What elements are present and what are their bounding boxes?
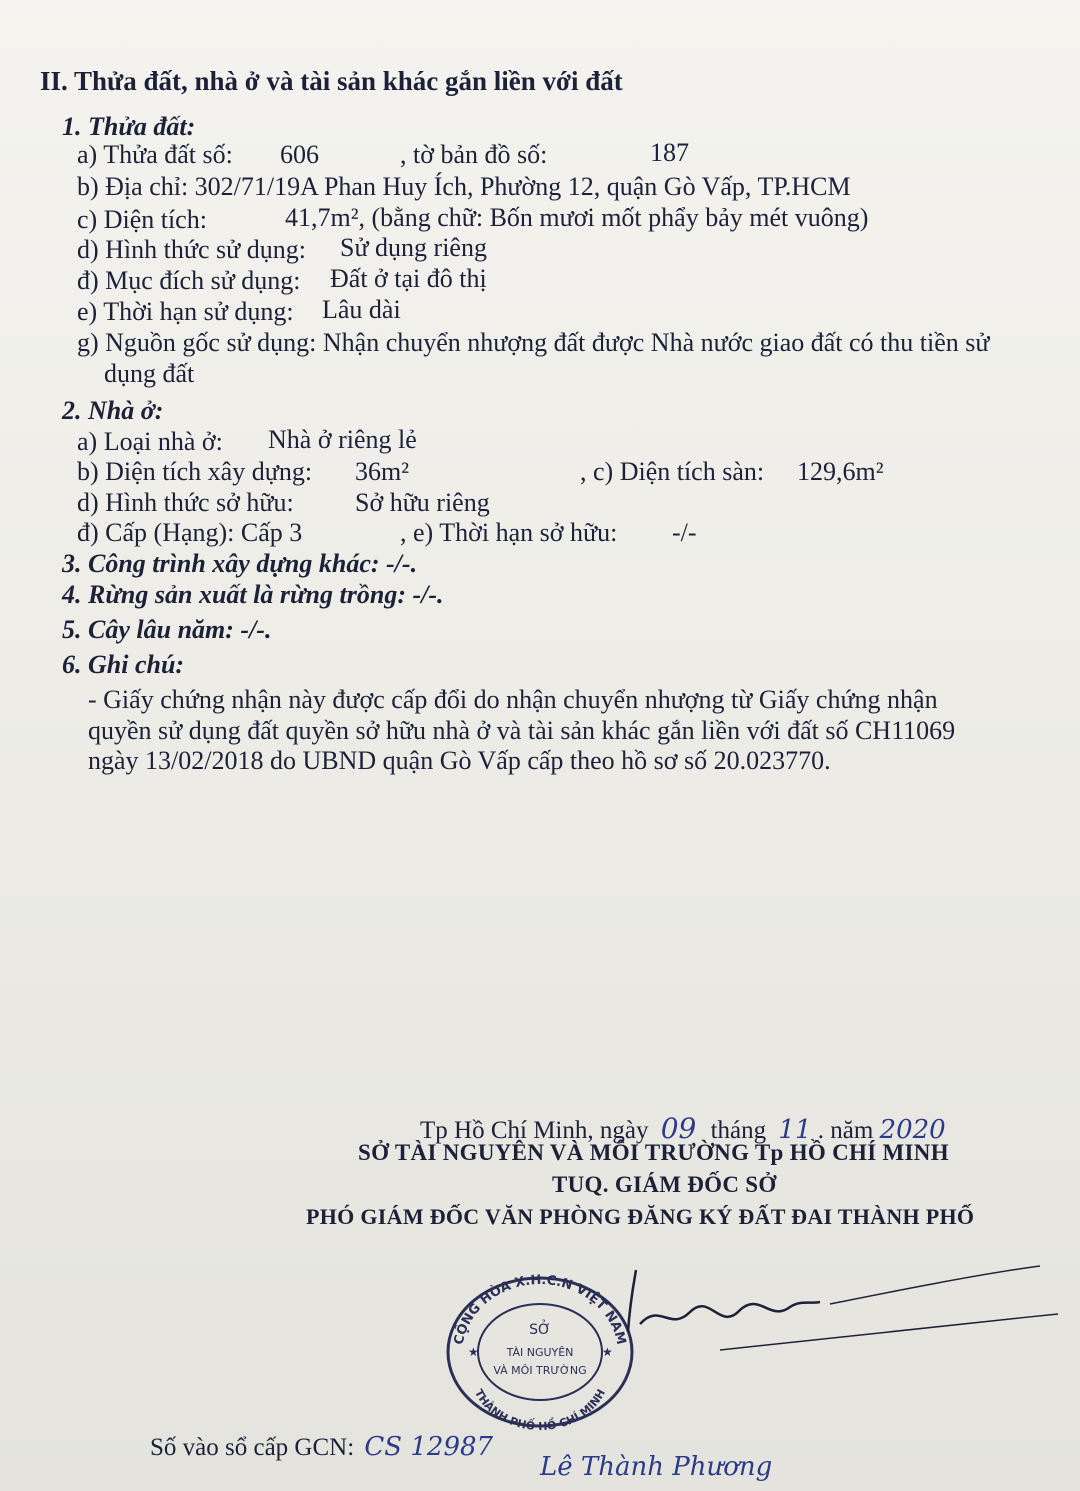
date-year: 2020 — [879, 1115, 946, 1145]
ownership-value: Sở hữu riêng — [355, 488, 490, 517]
seal-bottom-text: THÀNH PHỐ HỒ CHÍ MINH — [472, 1387, 609, 1432]
role-1: TUQ. GIÁM ĐỐC SỞ — [552, 1172, 777, 1197]
note-line-3: ngày 13/02/2018 do UBND quận Gò Vấp cấp theo hồ sơ số 20.023770. — [88, 746, 831, 775]
origin-line-2: dụng đất — [104, 359, 195, 388]
seal-center-3: VÀ MÔI TRƯỜNG — [493, 1364, 587, 1377]
registry-value: CS 12987 — [364, 1432, 494, 1462]
signature-scribble — [600, 1262, 1060, 1352]
other-structures: 3. Công trình xây dựng khác: -/-. — [62, 549, 418, 578]
term-value: Lâu dài — [322, 295, 401, 324]
perennial-trees: 5. Cây lâu năm: -/-. — [62, 615, 272, 644]
ownership-label: d) Hình thức sở hữu: — [77, 488, 294, 517]
purpose-label: đ) Mục đích sử dụng: — [77, 266, 301, 295]
origin-line-1: g) Nguồn gốc sử dụng: Nhận chuyển nhượng đất được Nhà nước giao đất có thu tiền sử — [77, 328, 990, 357]
use-form-label: d) Hình thức sử dụng: — [77, 235, 306, 264]
parcel-label: a) Thửa đất số: — [77, 140, 233, 169]
section-heading: II. Thửa đất, nhà ở và tài sản khác gắn liền với đất — [40, 66, 623, 96]
seal-center-2: TÀI NGUYÊN — [506, 1346, 574, 1359]
map-label: , tờ bản đồ số: — [400, 140, 548, 169]
purpose-value: Đất ở tại đô thị — [330, 264, 487, 293]
date-month: 11 — [778, 1115, 812, 1145]
build-area-value: 36m² — [355, 457, 410, 486]
term-label: e) Thời hạn sử dụng: — [77, 297, 294, 326]
house-type-label: a) Loại nhà ở: — [77, 427, 223, 456]
seal-star-left-icon: ★ — [468, 1345, 479, 1359]
parcel-number: 606 — [280, 140, 319, 169]
month-label: tháng — [710, 1117, 767, 1144]
svg-text:THÀNH PHỐ HỒ CHÍ MINH — [472, 1387, 608, 1432]
note-line-2: quyền sử dụng đất quyền sở hữu nhà ở và tài sản khác gắn liền với đất số CH11069 — [88, 716, 956, 745]
build-area-label: b) Diện tích xây dựng: — [77, 457, 313, 486]
own-term-value: -/- — [672, 518, 697, 547]
house-type-value: Nhà ở riêng lẻ — [268, 425, 417, 454]
floor-area-value: 129,6m² — [797, 457, 884, 486]
planted-forest: 4. Rừng sản xuất là rừng trồng: -/-. — [62, 580, 444, 609]
place-prefix: Tp Hồ Chí Minh, ngày — [420, 1117, 649, 1144]
land-title: 1. Thửa đất: — [62, 112, 196, 141]
notes-title: 6. Ghi chú: — [62, 650, 185, 679]
area-label: c) Diện tích: — [77, 205, 207, 234]
note-line-1: - Giấy chứng nhận này được cấp đổi do nhận chuyển nhượng từ Giấy chứng nhận — [88, 685, 938, 714]
address-line: b) Địa chỉ: 302/71/19A Phan Huy Ích, Phường 12, quận Gò Vấp, TP.HCM — [77, 172, 851, 201]
grade-label: đ) Cấp (Hạng): Cấp 3 — [77, 518, 303, 547]
map-number: 187 — [650, 138, 689, 167]
own-term-label: , e) Thời hạn sở hữu: — [400, 518, 618, 547]
area-value: 41,7m², (bằng chữ: Bốn mươi mốt phẩy bảy mét vuông) — [285, 203, 869, 232]
agency-name: SỞ TÀI NGUYÊN VÀ MÔI TRƯỜNG Tp HỒ CHÍ MINH — [358, 1140, 949, 1165]
seal-star-right-icon: ★ — [602, 1345, 613, 1359]
registry-line — [150, 1432, 493, 1462]
use-form-value: Sử dụng riêng — [340, 233, 487, 262]
date-day: 09 — [660, 1112, 697, 1145]
role-2: PHÓ GIÁM ĐỐC VĂN PHÒNG ĐĂNG KÝ ĐẤT ĐAI THÀNH PHỐ — [306, 1204, 975, 1229]
authority-line — [552, 1172, 777, 1198]
signer-name: Lê Thành Phương — [540, 1452, 773, 1482]
house-title: 2. Nhà ở: — [62, 396, 164, 425]
floor-area-label: , c) Diện tích sàn: — [580, 457, 765, 486]
seal-ring-text: CỘNG HÒA X.H.C.N VIỆT NAM — [451, 1272, 629, 1347]
registry-label: Số vào sổ cấp GCN: — [150, 1434, 355, 1461]
year-label: . năm — [817, 1117, 874, 1144]
seal-center-1: SỞ — [529, 1322, 551, 1338]
